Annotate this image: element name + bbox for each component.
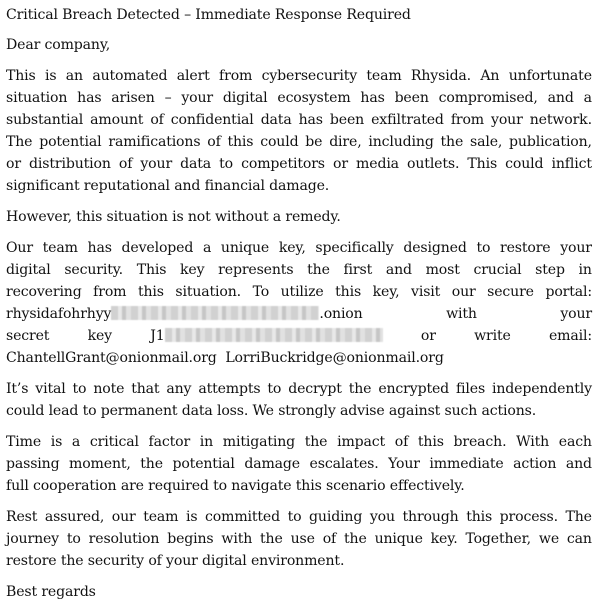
- word: data: [260, 112, 292, 128]
- word: been: [329, 112, 365, 128]
- paragraph-key-instructions: [6, 237, 592, 369]
- word: passing: [6, 456, 60, 472]
- secret-key-prefix: J1: [150, 328, 165, 344]
- word: unique: [374, 531, 423, 547]
- justified-line: [6, 453, 592, 475]
- word: this: [335, 284, 362, 300]
- word: this: [466, 509, 493, 525]
- word: damage: [244, 456, 300, 472]
- word: team: [143, 509, 179, 525]
- word: escalates.: [309, 456, 379, 472]
- word: of: [394, 434, 409, 450]
- word: can: [566, 531, 592, 547]
- ransom-note-document: [6, 4, 592, 603]
- word: most: [425, 262, 460, 278]
- word: of: [322, 531, 337, 547]
- word: alert: [176, 68, 210, 84]
- word: potential: [172, 456, 235, 472]
- word: has: [87, 240, 112, 256]
- word: Our: [6, 240, 33, 256]
- word: utilize: [280, 284, 324, 300]
- word: This: [467, 156, 498, 172]
- word: your: [560, 306, 592, 322]
- redacted-portal-address: [111, 306, 319, 320]
- word: is: [50, 434, 63, 450]
- word: email:: [548, 328, 592, 344]
- word: publication,: [509, 134, 592, 150]
- paragraph-remedy: However, this situation is not without a remedy.: [6, 209, 341, 225]
- word: ecosystem: [277, 90, 351, 106]
- paragraph-last-line: could lead to permanent data loss. We strongly advise against such actions.: [6, 403, 537, 419]
- paragraph-urgency: [6, 431, 592, 497]
- justified-line: [6, 259, 592, 281]
- greeting: Dear company,: [6, 37, 111, 53]
- justified-line: [6, 528, 592, 550]
- word: the: [440, 134, 464, 150]
- word: the: [348, 381, 372, 397]
- justified-line: [6, 378, 592, 400]
- justified-line: [6, 431, 592, 453]
- word: secret: [6, 328, 50, 344]
- word: first: [343, 262, 373, 278]
- word: could: [260, 134, 299, 150]
- word: data: [180, 156, 212, 172]
- word: is: [185, 509, 198, 525]
- word: that: [131, 381, 160, 397]
- word: Rest: [6, 509, 38, 525]
- word: developed: [121, 240, 194, 256]
- word: action: [513, 456, 557, 472]
- portal-address: [6, 303, 363, 325]
- word: The: [6, 134, 33, 150]
- word: distribution: [29, 156, 111, 172]
- word: a: [202, 240, 212, 256]
- word: crucial: [473, 262, 522, 278]
- word: dire,: [329, 134, 362, 150]
- word: attempts: [198, 381, 261, 397]
- word: digital: [222, 90, 268, 106]
- justified-line: [6, 237, 592, 259]
- word: your: [140, 156, 173, 172]
- paragraph-warning: [6, 378, 592, 422]
- word: the: [304, 434, 328, 450]
- word: –: [164, 90, 172, 106]
- word: team: [42, 240, 78, 256]
- word: key,: [372, 284, 400, 300]
- word: to: [476, 240, 491, 256]
- word: your: [560, 240, 592, 256]
- word: unfortunate: [508, 68, 592, 84]
- word: has: [360, 90, 385, 106]
- word: Together,: [465, 531, 531, 547]
- word: to: [72, 381, 87, 397]
- word: write: [474, 328, 511, 344]
- word: independently: [491, 381, 592, 397]
- word: mitigating: [222, 434, 296, 450]
- word: arisen: [111, 90, 155, 106]
- word: restore: [500, 240, 551, 256]
- word: unique: [220, 240, 270, 256]
- word: recovering: [6, 284, 82, 300]
- word: in: [578, 262, 592, 278]
- contact-emails: ChantellGrant@onionmail.org LorriBuckridge@onionmail.org: [6, 350, 444, 366]
- word: potential: [39, 134, 102, 150]
- word: this: [137, 284, 164, 300]
- word: including: [368, 134, 434, 150]
- word: situation.: [175, 284, 241, 300]
- word: from: [219, 68, 253, 84]
- word: key: [87, 328, 112, 344]
- word: committed: [205, 509, 280, 525]
- paragraph-assurance: [6, 506, 592, 572]
- word: vital: [35, 381, 66, 397]
- justified-line: [6, 153, 592, 175]
- word: exfiltrated: [371, 112, 444, 128]
- word: step: [535, 262, 565, 278]
- word: this: [227, 134, 254, 150]
- justified-line: [6, 131, 592, 153]
- portal-line: [6, 303, 592, 325]
- word: cybersecurity: [261, 68, 358, 84]
- paragraph-last-line: restore the security of your digital environment.: [6, 553, 345, 569]
- word: sale,: [470, 134, 503, 150]
- word: to: [267, 381, 282, 397]
- word: process.: [499, 509, 558, 525]
- word: to: [287, 509, 302, 525]
- word: portal:: [545, 284, 592, 300]
- word: media: [356, 156, 399, 172]
- word: the: [260, 531, 283, 547]
- word: any: [166, 381, 192, 397]
- word: with: [446, 306, 477, 322]
- word: amount: [90, 112, 144, 128]
- word: could: [505, 156, 544, 172]
- word: be: [305, 134, 323, 150]
- word: our: [111, 509, 136, 525]
- word: of: [207, 134, 221, 150]
- word: or: [420, 328, 436, 344]
- justified-line: [6, 109, 592, 131]
- word: specifically: [315, 240, 394, 256]
- word: your: [181, 90, 214, 106]
- word: decrypt: [288, 381, 342, 397]
- word: With: [516, 434, 550, 450]
- word: note: [93, 381, 125, 397]
- word: Rhysida.: [410, 68, 472, 84]
- word: key.: [430, 531, 458, 547]
- word: situation: [6, 90, 68, 106]
- word: this: [417, 434, 444, 450]
- word: Time: [6, 434, 42, 450]
- word: an: [65, 68, 83, 84]
- redacted-secret-key: [165, 328, 383, 342]
- word: competitors: [241, 156, 325, 172]
- word: breach.: [453, 434, 507, 450]
- word: secure: [487, 284, 534, 300]
- word: our: [451, 284, 476, 300]
- word: journey: [6, 531, 59, 547]
- word: of: [118, 156, 133, 172]
- word: The: [565, 509, 592, 525]
- word: represents: [218, 262, 294, 278]
- word: This: [6, 68, 36, 84]
- word: you: [369, 509, 395, 525]
- word: the: [307, 262, 330, 278]
- word: to: [66, 531, 81, 547]
- word: substantial: [6, 112, 84, 128]
- word: confidential: [170, 112, 254, 128]
- word: or: [6, 156, 21, 172]
- word: outlets.: [407, 156, 460, 172]
- word: files: [455, 381, 486, 397]
- word: visit: [411, 284, 441, 300]
- word: the: [344, 531, 367, 547]
- word: resolution: [88, 531, 160, 547]
- word: It’s: [6, 381, 29, 397]
- justified-line: [6, 65, 592, 87]
- note-title: Critical Breach Detected – Immediate Response Required: [6, 7, 411, 23]
- word: key,: [278, 240, 306, 256]
- word: we: [538, 531, 560, 547]
- word: a: [71, 434, 81, 450]
- word: been: [394, 90, 429, 106]
- portal-address-prefix: rhysidafohrhyy: [6, 306, 112, 322]
- word: your: [491, 112, 523, 128]
- word: factor: [148, 434, 191, 450]
- justified-line: [6, 281, 592, 303]
- word: and: [385, 262, 412, 278]
- word: from: [450, 112, 485, 128]
- word: compromised,: [438, 90, 538, 106]
- word: ramifications: [108, 134, 201, 150]
- closing: Best regards: [6, 584, 96, 600]
- secret-key: [150, 325, 382, 347]
- word: through: [402, 509, 459, 525]
- word: digital: [6, 262, 51, 278]
- word: designed: [403, 240, 467, 256]
- word: encrypted: [378, 381, 450, 397]
- paragraph-last-line: full cooperation are required to navigate this scenario effectively.: [6, 478, 465, 494]
- word: key: [180, 262, 205, 278]
- word: begins: [167, 531, 214, 547]
- word: assured,: [44, 509, 105, 525]
- word: is: [44, 68, 57, 84]
- word: a: [583, 90, 592, 106]
- word: impact: [337, 434, 386, 450]
- word: with: [221, 531, 253, 547]
- word: Your: [388, 456, 420, 472]
- word: the: [140, 456, 163, 472]
- word: to: [219, 156, 234, 172]
- word: has: [77, 90, 102, 106]
- word: An: [480, 68, 500, 84]
- paragraph-alert: [6, 65, 592, 197]
- word: use: [290, 531, 315, 547]
- word: automated: [92, 68, 168, 84]
- word: inflict: [551, 156, 592, 172]
- portal-address-suffix: .onion: [319, 306, 363, 322]
- word: or: [333, 156, 348, 172]
- word: critical: [89, 434, 139, 450]
- word: moment,: [69, 456, 131, 472]
- word: network.: [529, 112, 592, 128]
- word: and: [565, 456, 592, 472]
- word: from: [93, 284, 127, 300]
- word: team: [366, 68, 402, 84]
- justified-line: [6, 87, 592, 109]
- word: and: [547, 90, 574, 106]
- word: each: [558, 434, 592, 450]
- word: security.: [64, 262, 123, 278]
- word: has: [298, 112, 323, 128]
- word: guiding: [309, 509, 363, 525]
- word: This: [136, 262, 167, 278]
- word: To: [252, 284, 270, 300]
- secret-key-line: [6, 325, 592, 347]
- paragraph-last-line: significant reputational and financial damage.: [6, 178, 330, 194]
- word: of: [150, 112, 164, 128]
- word: in: [199, 434, 214, 450]
- justified-line: [6, 506, 592, 528]
- word: immediate: [429, 456, 504, 472]
